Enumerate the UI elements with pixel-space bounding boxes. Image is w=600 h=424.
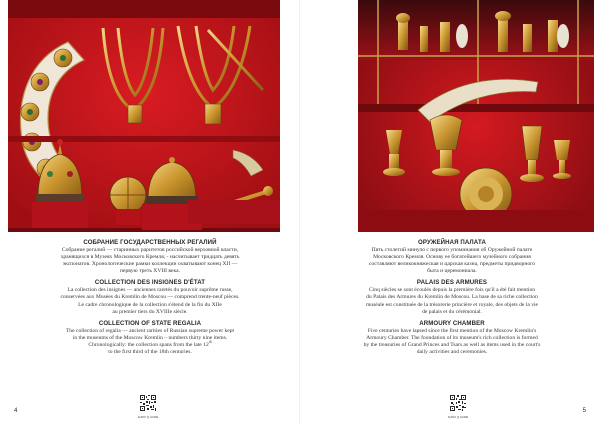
section-regalia-ru [20, 239, 280, 275]
page-number: 5 [582, 408, 586, 414]
page-number: 4 [14, 408, 18, 414]
body-line: Chronologically: the collection spans from the late 12 [88, 341, 209, 348]
body-line: составляют великокняжеская и царская казна, предметы придворного [368, 261, 536, 268]
body-line: хранящихся в Музеях Московского Кремля, - насчитывает тридцать девять [60, 254, 240, 261]
section-armoury-fr [322, 279, 582, 315]
section-body [20, 328, 280, 356]
qr-caption: AUDIO ))) GUIDE [447, 416, 469, 419]
section-body [322, 287, 582, 315]
section-heading: COLLECTION OF STATE REGALIA [98, 319, 202, 327]
body-line: Le cadre chronologique de la collection s'étend de la fin du XIIe [78, 301, 222, 308]
left-text-block [20, 239, 280, 360]
body-line: Cinq siècles se sont écoulés depuis la première fois qu'il a été fait mention [368, 287, 536, 294]
section-heading: PALAIS DES ARMURES [416, 279, 488, 287]
right-text-block [322, 239, 582, 360]
body-line: The collection of regalia — ancient rarities of Russian supreme power kept [65, 327, 235, 334]
section-armoury-ru [322, 239, 582, 275]
qr-code-icon [140, 395, 156, 411]
regalia-photo-illustration [8, 0, 280, 232]
section-heading: ОРУЖЕЙНАЯ ПАЛАТА [418, 239, 486, 246]
body-line: первую треть XVIII века. [120, 268, 180, 275]
qr-code-icon [450, 395, 466, 411]
body-line: muséale est constituée de la trésorerie princière et royale, des objets de la vie [365, 301, 539, 308]
body-line: du Palais des Armures du Kremlin de Moscou. La base de sa riche collection [366, 294, 538, 301]
section-armoury-en [322, 320, 582, 356]
section-regalia-fr [20, 279, 280, 315]
body-line: экспонатов. Хронологические рамки коллекции охватывают конец XII — [62, 261, 238, 268]
body-line: by the treasuries of Grand Princes and Tsars as well as items used in the court's [363, 341, 541, 348]
body-line: conservées aux Musées du Kremlin de Moscou — comprend trente-neuf pièces. [60, 294, 240, 301]
body-line: au premier tiers du XVIIIe siècle. [112, 308, 188, 315]
section-heading: СОБРАНИЕ ГОСУДАРСТВЕННЫХ РЕГАЛИЙ [83, 239, 217, 246]
body-line: La collection des insignes — anciennes raretés du pouvoir suprême russe, [67, 287, 233, 294]
body-line: Пять столетий минуло с первого упоминания об Оружейной палате [371, 247, 533, 253]
body-line: to the first third of the 18th centuries. [108, 349, 192, 356]
section-body [322, 328, 582, 356]
armoury-display-photo [358, 0, 594, 232]
section-heading: ARMOURY CHAMBER [419, 319, 485, 327]
body-line: быта и церемониала. [427, 268, 477, 275]
regalia-display-photo [8, 0, 280, 232]
body-line: in the museums of the Moscow Kremlin – numbers thirty nine items. [72, 334, 228, 341]
section-body [322, 247, 582, 275]
audio-guide-qr[interactable] [133, 395, 163, 420]
qr-caption: AUDIO ))) GUIDE [137, 416, 159, 419]
body-line: Московского Кремля. Основу ее богатейшего музейного собрания [373, 254, 531, 261]
body-line: de palais et du cérémonial. [422, 308, 482, 315]
body-line: Five centuries have lapsed since the first mention of the Moscow Kremlin's [367, 327, 537, 334]
body-line: Armoury Chamber. The foundation of its museum's rich collection is formed [366, 334, 538, 341]
section-regalia-en [20, 320, 280, 356]
section-heading: COLLECTION DES INSIGNES D'ÉTAT [94, 279, 206, 287]
section-body [20, 247, 280, 275]
superscript: th [208, 340, 212, 345]
body-line: daily activities and ceremonies. [416, 349, 488, 356]
section-body [20, 287, 280, 315]
audio-guide-qr[interactable] [443, 395, 473, 420]
body-line: Собрание регалий — старинных раритетов российской верховной власти, [61, 247, 239, 253]
armoury-photo-illustration [358, 0, 594, 232]
